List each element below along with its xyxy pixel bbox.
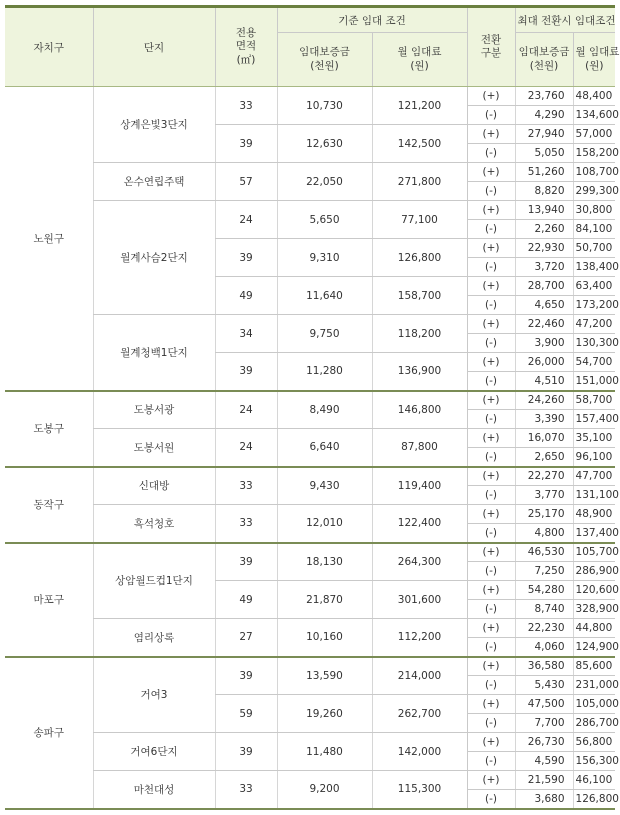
max-deposit-cell: 5,050 <box>515 144 573 163</box>
base-deposit-cell: 6,640 <box>277 429 372 467</box>
base-rent-cell: 158,700 <box>372 277 467 315</box>
rental-conditions-table <box>5 5 620 810</box>
conversion-plus: (+) <box>467 125 515 144</box>
table-row <box>5 657 615 676</box>
area-cell: 39 <box>215 353 277 391</box>
header-max-deposit-line2: (천원) <box>529 59 559 72</box>
max-rent-cell: 50,700 <box>573 239 615 258</box>
complex-name: 도봉서광 <box>93 391 215 429</box>
max-rent-cell: 46,100 <box>573 771 615 790</box>
complex-name: 마천대성 <box>93 771 215 809</box>
conversion-minus: (-) <box>467 372 515 391</box>
complex-name: 염리상록 <box>93 619 215 657</box>
header-max-group: 최대 전환시 임대조건 <box>515 7 615 33</box>
max-deposit-cell: 4,590 <box>515 752 573 771</box>
base-rent-cell: 142,500 <box>372 125 467 163</box>
max-rent-cell: 58,700 <box>573 391 615 410</box>
area-cell: 27 <box>215 619 277 657</box>
max-deposit-cell: 7,700 <box>515 714 573 733</box>
conversion-minus: (-) <box>467 752 515 771</box>
complex-name: 도봉서원 <box>93 429 215 467</box>
base-rent-cell: 142,000 <box>372 733 467 771</box>
conversion-plus: (+) <box>467 657 515 676</box>
complex-name: 거여3 <box>93 657 215 733</box>
base-rent-cell: 271,800 <box>372 163 467 201</box>
base-rent-cell: 121,200 <box>372 87 467 125</box>
district-name: 동작구 <box>5 467 93 543</box>
conversion-minus: (-) <box>467 182 515 201</box>
area-cell: 39 <box>215 125 277 163</box>
table-row <box>5 505 615 524</box>
area-cell: 34 <box>215 315 277 353</box>
conversion-plus: (+) <box>467 277 515 296</box>
conversion-minus: (-) <box>467 676 515 695</box>
conversion-minus: (-) <box>467 524 515 543</box>
table-row <box>5 429 615 448</box>
conversion-plus: (+) <box>467 163 515 182</box>
area-cell: 33 <box>215 87 277 125</box>
base-deposit-cell: 19,260 <box>277 695 372 733</box>
base-deposit-cell: 9,310 <box>277 239 372 277</box>
conversion-minus: (-) <box>467 258 515 277</box>
conversion-plus: (+) <box>467 505 515 524</box>
max-deposit-cell: 54,280 <box>515 581 573 600</box>
conversion-minus: (-) <box>467 220 515 239</box>
base-rent-cell: 301,600 <box>372 581 467 619</box>
base-deposit-cell: 5,650 <box>277 201 372 239</box>
base-rent-cell: 77,100 <box>372 201 467 239</box>
base-deposit-cell: 10,730 <box>277 87 372 125</box>
header-area <box>215 7 277 87</box>
header-area-line2: 면적 <box>235 40 257 53</box>
conversion-minus: (-) <box>467 790 515 809</box>
district-name: 도봉구 <box>5 391 93 467</box>
max-rent-cell: 84,100 <box>573 220 615 239</box>
max-deposit-cell: 4,060 <box>515 638 573 657</box>
conversion-plus: (+) <box>467 581 515 600</box>
max-rent-cell: 35,100 <box>573 429 615 448</box>
conversion-plus: (+) <box>467 543 515 562</box>
max-deposit-cell: 26,000 <box>515 353 573 372</box>
header-conversion-line1: 전환 <box>480 33 502 46</box>
header-district: 자치구 <box>5 7 93 87</box>
header-max-deposit <box>515 33 573 87</box>
max-rent-cell: 137,400 <box>573 524 615 543</box>
max-deposit-cell: 4,650 <box>515 296 573 315</box>
max-rent-cell: 108,700 <box>573 163 615 182</box>
header-base-rent-line1: 월 임대료 <box>397 46 442 59</box>
max-deposit-cell: 22,930 <box>515 239 573 258</box>
max-rent-cell: 96,100 <box>573 448 615 467</box>
max-rent-cell: 85,600 <box>573 657 615 676</box>
max-deposit-cell: 47,500 <box>515 695 573 714</box>
base-rent-cell: 146,800 <box>372 391 467 429</box>
complex-name: 월계청백1단지 <box>93 315 215 391</box>
max-deposit-cell: 46,530 <box>515 543 573 562</box>
conversion-plus: (+) <box>467 429 515 448</box>
area-cell: 39 <box>215 239 277 277</box>
base-deposit-cell: 10,160 <box>277 619 372 657</box>
area-cell: 39 <box>215 543 277 581</box>
conversion-minus: (-) <box>467 562 515 581</box>
table-row <box>5 201 615 220</box>
conversion-minus: (-) <box>467 600 515 619</box>
district-name: 노원구 <box>5 87 93 391</box>
max-deposit-cell: 22,230 <box>515 619 573 638</box>
max-rent-cell: 328,900 <box>573 600 615 619</box>
max-rent-cell: 54,700 <box>573 353 615 372</box>
table-row <box>5 163 615 182</box>
header-base-group: 기준 임대 조건 <box>277 7 467 33</box>
max-rent-cell: 156,300 <box>573 752 615 771</box>
base-deposit-cell: 9,200 <box>277 771 372 809</box>
district-name: 마포구 <box>5 543 93 657</box>
max-rent-cell: 286,700 <box>573 714 615 733</box>
max-rent-cell: 173,200 <box>573 296 615 315</box>
max-rent-cell: 57,000 <box>573 125 615 144</box>
base-rent-cell: 136,900 <box>372 353 467 391</box>
table-row <box>5 771 615 790</box>
area-cell: 33 <box>215 467 277 505</box>
area-cell: 33 <box>215 771 277 809</box>
base-deposit-cell: 13,590 <box>277 657 372 695</box>
max-rent-cell: 105,700 <box>573 543 615 562</box>
base-deposit-cell: 11,640 <box>277 277 372 315</box>
max-deposit-cell: 2,650 <box>515 448 573 467</box>
max-rent-cell: 63,400 <box>573 277 615 296</box>
base-deposit-cell: 18,130 <box>277 543 372 581</box>
header-max-rent-line1: 월 임대료 <box>575 46 620 59</box>
max-deposit-cell: 22,270 <box>515 467 573 486</box>
max-rent-cell: 130,300 <box>573 334 615 353</box>
area-cell: 49 <box>215 277 277 315</box>
complex-name: 거여6단지 <box>93 733 215 771</box>
conversion-minus: (-) <box>467 714 515 733</box>
area-cell: 59 <box>215 695 277 733</box>
conversion-minus: (-) <box>467 448 515 467</box>
max-deposit-cell: 4,800 <box>515 524 573 543</box>
max-deposit-cell: 3,770 <box>515 486 573 505</box>
max-deposit-cell: 25,170 <box>515 505 573 524</box>
base-deposit-cell: 8,490 <box>277 391 372 429</box>
base-rent-cell: 87,800 <box>372 429 467 467</box>
complex-name: 월계사슴2단지 <box>93 201 215 315</box>
area-cell: 24 <box>215 391 277 429</box>
area-cell: 57 <box>215 163 277 201</box>
conversion-minus: (-) <box>467 106 515 125</box>
max-rent-cell: 157,400 <box>573 410 615 429</box>
max-deposit-cell: 4,510 <box>515 372 573 391</box>
header-max-deposit-line1: 임대보증금 <box>518 46 570 59</box>
table-row <box>5 315 615 334</box>
max-deposit-cell: 26,730 <box>515 733 573 752</box>
max-rent-cell: 134,600 <box>573 106 615 125</box>
conversion-plus: (+) <box>467 467 515 486</box>
max-rent-cell: 56,800 <box>573 733 615 752</box>
base-deposit-cell: 12,010 <box>277 505 372 543</box>
header-max-rent <box>573 33 620 87</box>
max-rent-cell: 286,900 <box>573 562 615 581</box>
base-rent-cell: 119,400 <box>372 467 467 505</box>
max-deposit-cell: 28,700 <box>515 277 573 296</box>
conversion-plus: (+) <box>467 201 515 220</box>
max-deposit-cell: 5,430 <box>515 676 573 695</box>
max-deposit-cell: 7,250 <box>515 562 573 581</box>
header-base-rent <box>372 33 467 87</box>
complex-name: 온수연립주택 <box>93 163 215 201</box>
base-rent-cell: 122,400 <box>372 505 467 543</box>
base-deposit-cell: 9,430 <box>277 467 372 505</box>
max-rent-cell: 44,800 <box>573 619 615 638</box>
area-cell: 24 <box>215 429 277 467</box>
max-deposit-cell: 8,820 <box>515 182 573 201</box>
area-cell: 24 <box>215 201 277 239</box>
district-name: 송파구 <box>5 657 93 809</box>
base-deposit-cell: 11,480 <box>277 733 372 771</box>
table-row <box>5 467 615 486</box>
base-deposit-cell: 21,870 <box>277 581 372 619</box>
header-conversion <box>467 7 515 87</box>
area-cell: 49 <box>215 581 277 619</box>
max-rent-cell: 30,800 <box>573 201 615 220</box>
max-rent-cell: 47,700 <box>573 467 615 486</box>
conversion-minus: (-) <box>467 144 515 163</box>
complex-name: 흑석청호 <box>93 505 215 543</box>
max-deposit-cell: 16,070 <box>515 429 573 448</box>
base-deposit-cell: 9,750 <box>277 315 372 353</box>
max-deposit-cell: 22,460 <box>515 315 573 334</box>
max-deposit-cell: 3,390 <box>515 410 573 429</box>
area-cell: 39 <box>215 657 277 695</box>
header-complex: 단지 <box>93 7 215 87</box>
base-rent-cell: 118,200 <box>372 315 467 353</box>
max-deposit-cell: 24,260 <box>515 391 573 410</box>
table-row <box>5 391 615 410</box>
conversion-plus: (+) <box>467 391 515 410</box>
max-deposit-cell: 13,940 <box>515 201 573 220</box>
max-deposit-cell: 8,740 <box>515 600 573 619</box>
header-base-deposit-line1: 임대보증금 <box>299 46 350 59</box>
header-base-rent-line2: (원) <box>410 59 429 72</box>
complex-name: 신대방 <box>93 467 215 505</box>
max-deposit-cell: 3,680 <box>515 790 573 809</box>
base-rent-cell: 262,700 <box>372 695 467 733</box>
table-row <box>5 733 615 752</box>
table-row <box>5 619 615 638</box>
area-cell: 33 <box>215 505 277 543</box>
conversion-plus: (+) <box>467 695 515 714</box>
max-rent-cell: 48,900 <box>573 505 615 524</box>
max-deposit-cell: 21,590 <box>515 771 573 790</box>
header-area-line3: (㎡) <box>236 53 256 66</box>
complex-name: 상계은빛3단지 <box>93 87 215 163</box>
max-rent-cell: 131,100 <box>573 486 615 505</box>
conversion-plus: (+) <box>467 733 515 752</box>
conversion-minus: (-) <box>467 296 515 315</box>
max-rent-cell: 158,200 <box>573 144 615 163</box>
max-deposit-cell: 36,580 <box>515 657 573 676</box>
max-deposit-cell: 23,760 <box>515 87 573 106</box>
area-cell: 39 <box>215 733 277 771</box>
base-rent-cell: 115,300 <box>372 771 467 809</box>
conversion-plus: (+) <box>467 619 515 638</box>
conversion-plus: (+) <box>467 315 515 334</box>
header-max-rent-line2: (원) <box>585 59 604 72</box>
header-conversion-line2: 구분 <box>480 47 502 59</box>
conversion-plus: (+) <box>467 87 515 106</box>
table-body <box>5 87 619 809</box>
conversion-minus: (-) <box>467 334 515 353</box>
max-rent-cell: 120,600 <box>573 581 615 600</box>
base-rent-cell: 214,000 <box>372 657 467 695</box>
max-rent-cell: 138,400 <box>573 258 615 277</box>
max-rent-cell: 151,000 <box>573 372 615 391</box>
base-deposit-cell: 12,630 <box>277 125 372 163</box>
base-deposit-cell: 11,280 <box>277 353 372 391</box>
conversion-minus: (-) <box>467 410 515 429</box>
header-base-deposit-line2: (천원) <box>310 59 339 72</box>
conversion-minus: (-) <box>467 486 515 505</box>
complex-name: 상암월드컵1단지 <box>93 543 215 619</box>
max-rent-cell: 231,000 <box>573 676 615 695</box>
conversion-plus: (+) <box>467 771 515 790</box>
max-deposit-cell: 4,290 <box>515 106 573 125</box>
max-rent-cell: 126,800 <box>573 790 615 809</box>
conversion-minus: (-) <box>467 638 515 657</box>
max-rent-cell: 105,000 <box>573 695 615 714</box>
conversion-plus: (+) <box>467 353 515 372</box>
header-base-deposit <box>277 33 372 87</box>
max-rent-cell: 47,200 <box>573 315 615 334</box>
conversion-plus: (+) <box>467 239 515 258</box>
max-deposit-cell: 27,940 <box>515 125 573 144</box>
max-deposit-cell: 2,260 <box>515 220 573 239</box>
max-rent-cell: 299,300 <box>573 182 615 201</box>
base-rent-cell: 112,200 <box>372 619 467 657</box>
base-deposit-cell: 22,050 <box>277 163 372 201</box>
max-deposit-cell: 3,720 <box>515 258 573 277</box>
table-row <box>5 543 615 562</box>
max-rent-cell: 124,900 <box>573 638 615 657</box>
max-deposit-cell: 51,260 <box>515 163 573 182</box>
base-rent-cell: 264,300 <box>372 543 467 581</box>
table-row <box>5 87 615 106</box>
max-deposit-cell: 3,900 <box>515 334 573 353</box>
base-rent-cell: 126,800 <box>372 239 467 277</box>
header-area-line1: 전용 <box>235 27 257 40</box>
max-rent-cell: 48,400 <box>573 87 615 106</box>
